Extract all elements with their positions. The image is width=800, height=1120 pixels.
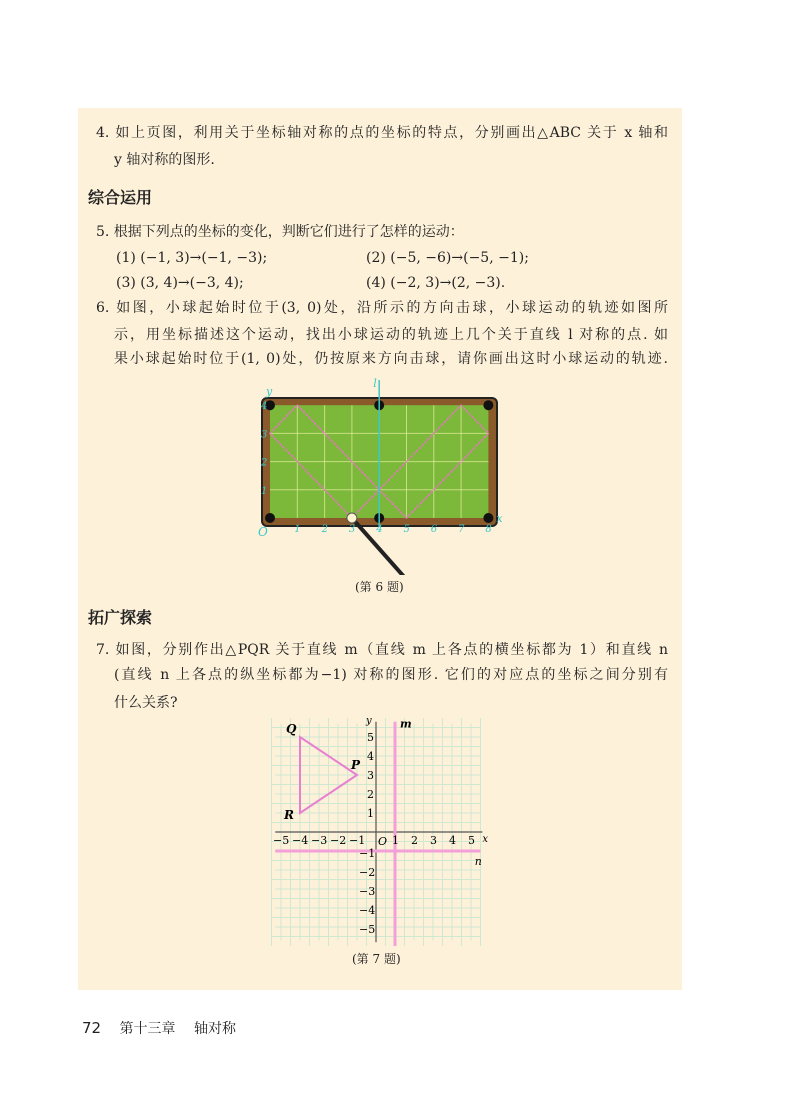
x-tick-label: 8 xyxy=(485,524,492,535)
x-tick-label: −3 xyxy=(311,834,328,847)
y-tick-label: −1 xyxy=(359,847,376,860)
q6-line-3: 果小球起始时位于(1, 0)处，仍按原来方向击球，请你画出这时小球运动的轨迹. xyxy=(114,351,668,367)
q7-line-3: 什么关系? xyxy=(114,695,178,711)
y-tick-label: 3 xyxy=(367,769,374,782)
y-tick-label: 3 xyxy=(261,429,268,441)
x-tick-label: −4 xyxy=(292,834,309,847)
page-number: 72 xyxy=(82,1019,102,1037)
x-tick-label: 1 xyxy=(294,524,301,535)
section-heading-explore: 拓广探索 xyxy=(88,608,153,627)
origin-label: O xyxy=(378,835,388,848)
q6-line-1: 6. 如图，小球起始时位于(3, 0)处，沿所示的方向击球，小球运动的轨迹如图所 xyxy=(96,300,668,316)
y-tick-label: 5 xyxy=(367,731,374,744)
x-tick-label: 4 xyxy=(449,834,456,847)
x-tick-label: 1 xyxy=(392,834,399,847)
q5-stem: 5. 根据下列点的坐标的变化，判断它们进行了怎样的运动： xyxy=(96,224,464,240)
x-tick-label: −5 xyxy=(273,834,290,847)
x-tick-label: 2 xyxy=(321,524,328,535)
q5-item-3: (3) (3, 4)→(−3, 4); xyxy=(116,275,244,291)
y-tick-label: −5 xyxy=(359,923,376,936)
y-tick-label: −4 xyxy=(359,904,376,917)
x-tick-label: 5 xyxy=(468,834,475,847)
chapter-title: 轴对称 xyxy=(194,1021,236,1037)
figure-7-caption: (第 7 题) xyxy=(352,952,401,966)
ball xyxy=(347,513,357,523)
x-tick-label: 3 xyxy=(348,524,356,535)
y-tick-label: −3 xyxy=(359,885,376,898)
q5-item-2: (2) (−5, −6)→(−5, −1); xyxy=(366,250,529,266)
x-tick-label: 3 xyxy=(430,834,437,847)
q7-line-1: 7. 如图，分别作出△PQR 关于直线 m（直线 m 上各点的横坐标都为 1）和直线 n xyxy=(96,642,668,658)
section-heading-apply: 综合运用 xyxy=(88,188,153,207)
coordinate-figure xyxy=(260,710,500,950)
y-tick-label: 4 xyxy=(261,401,268,413)
x-tick-label: −2 xyxy=(330,834,347,847)
x-tick-label: 5 xyxy=(403,524,410,535)
billiard-figure xyxy=(250,375,520,575)
x-tick-label: 2 xyxy=(411,834,418,847)
x-tick-label: 6 xyxy=(430,524,438,535)
q5-item-4: (4) (−2, 3)→(2, −3). xyxy=(366,275,506,291)
line-l-label: l xyxy=(373,377,377,390)
x-axis-label: x xyxy=(482,834,489,845)
y-tick-label: 2 xyxy=(367,788,374,801)
pocket xyxy=(483,400,493,410)
q4-line-1: 4. 如上页图，利用关于坐标轴对称的点的坐标的特点，分别画出△ABC 关于 x 轴和 xyxy=(96,125,668,141)
q4-line-2: y 轴对称的图形. xyxy=(114,152,215,168)
pocket xyxy=(483,513,493,523)
chapter-label: 第十三章 xyxy=(119,1021,176,1037)
x-axis-label: x xyxy=(496,512,503,525)
q6-line-2: 示，用坐标描述这个运动，找出小球运动的轨迹上几个关于直线 l 对称的点. 如 xyxy=(114,327,668,343)
pocket xyxy=(265,513,275,523)
x-tick-label: 4 xyxy=(376,524,383,535)
y-tick-label: 4 xyxy=(367,750,374,763)
y-tick-label: 1 xyxy=(367,807,374,820)
y-tick-label: 2 xyxy=(261,457,268,469)
y-axis-label: y xyxy=(266,385,273,399)
y-tick-label: 1 xyxy=(261,485,268,497)
q7-line-2: (直线 n 上各点的纵坐标都为−1) 对称的图形. 它们的对应点的坐标之间分别有 xyxy=(114,667,668,683)
x-tick-label: 7 xyxy=(458,524,465,535)
point-label-p: P xyxy=(351,758,361,772)
origin-label: O xyxy=(258,525,268,539)
point-label-r: R xyxy=(284,808,294,822)
line-n-label: n xyxy=(474,855,482,868)
y-tick-label: −2 xyxy=(359,866,376,879)
figure-6-caption: (第 6 题) xyxy=(355,580,404,594)
x-tick-label: −1 xyxy=(349,834,366,847)
page-footer xyxy=(82,1018,250,1038)
point-label-q: Q xyxy=(286,722,297,736)
y-axis-label: y xyxy=(366,715,372,727)
q5-item-1: (1) (−1, 3)→(−1, −3); xyxy=(116,250,268,266)
line-m-label: m xyxy=(400,717,412,731)
